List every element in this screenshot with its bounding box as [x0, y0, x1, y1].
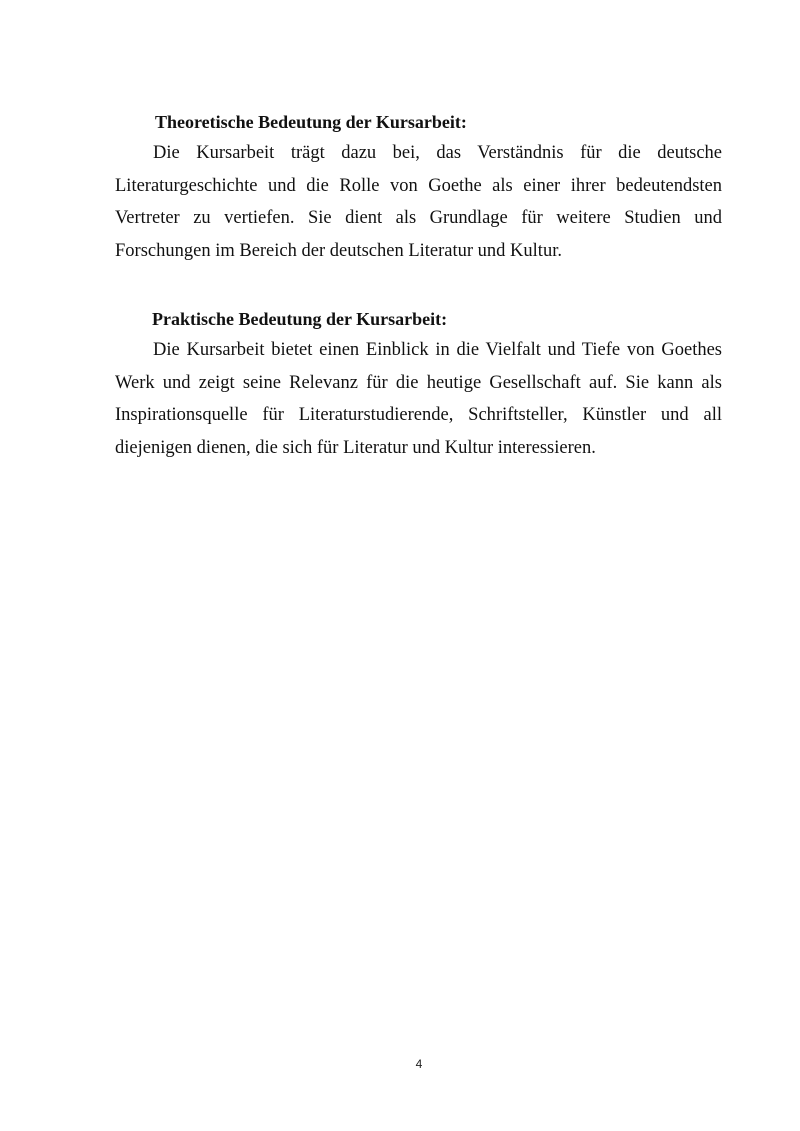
section-body-theoretical: Die Kursarbeit trägt dazu bei, das Verständnis für die deutsche Literaturgeschichte und die Rolle von Goethe als einer ihrer bedeutendsten Vertreter zu vertiefen. Sie dient als Grundlage für weitere Studien und Forschungen im Bereich der deutschen Literatur und Kultur.	[115, 143, 722, 261]
section-heading-practical: Praktische Bedeutung der Kursarbeit:	[152, 309, 448, 329]
section-body-practical: Die Kursarbeit bietet einen Einblick in die Vielfalt und Tiefe von Goethes Werk und zeigt seine Relevanz für die heutige Gesellschaft auf. Sie kann als Inspirationsquelle für Literaturstudierende, Schriftsteller, Künstler und all diejenigen dienen, die sich für Literatur und Kultur interessieren.	[115, 340, 722, 458]
section-heading-theoretical: Theoretische Bedeutung der Kursarbeit:	[155, 112, 467, 132]
page-number: 4	[415, 1057, 423, 1071]
page-content	[115, 108, 722, 464]
